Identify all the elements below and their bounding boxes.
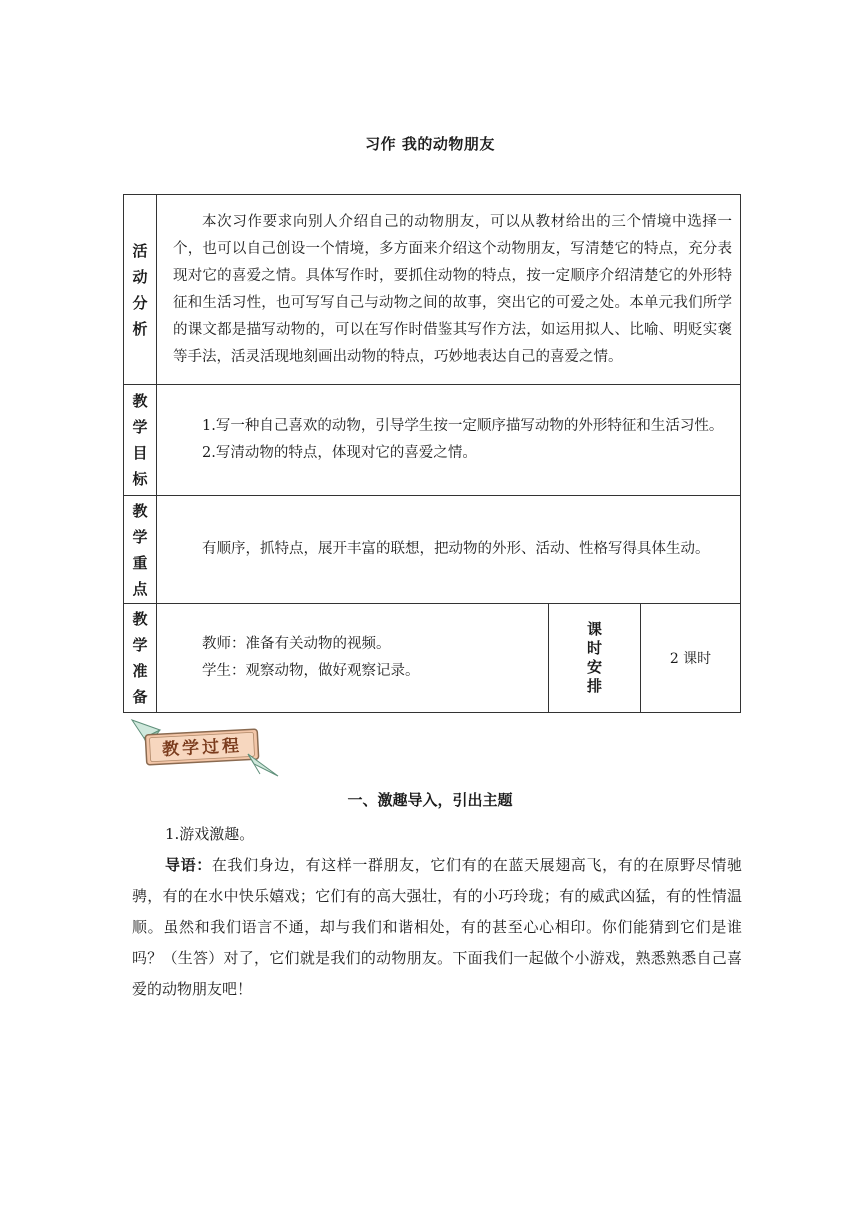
activity-analysis-text: 本次习作要求向别人介绍自己的动物朋友，可以从教材给出的三个情境中选择一个，也可以自己创设一个情境，多方面来介绍这个动物朋友，写清楚它的特点，充分表现对它的喜爱之情。具体写作时，要抓住动物的特点，按一定顺序介绍清楚它的外形特征和生活习性，也可写写自己与动物之间的故事，突出它的可爱之处。本单元我们所学的课文都是描写动物的，可以在写作时借鉴其写作方法，如运用拟人、比喻、明贬实褒等手法，活灵活现地刻画出动物的特点，巧妙地表达自己的喜爱之情。	[173, 213, 733, 365]
teaching-prep-item: 教师：准备有关动物的视频。	[202, 636, 391, 652]
badge-text: 教学过程	[161, 735, 243, 761]
teaching-prep-item: 学生：观察动物，做好观察记录。	[202, 663, 420, 679]
document-title: 习作 我的动物朋友	[365, 135, 495, 153]
activity-analysis-label: 活 动 分 析	[124, 195, 157, 385]
teaching-goal-item: 2.写清动物的特点，体现对它的喜爱之情。	[202, 445, 477, 461]
teaching-focus-text: 有顺序，抓特点，展开丰富的联想，把动物的外形、活动、性格写得具体生动。	[202, 541, 710, 557]
section-heading: 一、激趣导入，引出主题	[347, 791, 513, 809]
teaching-goal-item: 1.写一种自己喜欢的动物，引导学生按一定顺序描写动物的外形特征和生活习性。	[202, 418, 724, 434]
teaching-focus-row	[124, 496, 741, 604]
teaching-focus-content	[157, 496, 741, 604]
schedule-value: 2 课时	[641, 604, 741, 713]
teaching-goals-label: 教 学 目 标	[124, 385, 157, 496]
activity-analysis-row	[124, 195, 741, 385]
teaching-prep-row	[124, 604, 741, 713]
teaching-goals-content	[157, 385, 741, 496]
lead-paragraph	[132, 850, 742, 1005]
section-item: 1.游戏激趣。	[165, 825, 255, 843]
lead-text: 在我们身边，有这样一群朋友，它们有的在蓝天展翅高飞，有的在原野尽情驰骋，有的在水中快乐嬉戏；它们有的高大强壮，有的小巧玲珑；有的威武凶猛，有的性情温顺。虽然和我们语言不通，却与我们和谐相处，有的甚至心心相印。你们能猜到它们是谁吗？（生答）对了，它们就是我们的动物朋友。下面我们一起做个小游戏，熟悉熟悉自己喜爱的动物朋友吧！	[132, 856, 742, 998]
teaching-prep-content	[157, 604, 549, 713]
teaching-prep-label: 教 学 准 备	[124, 604, 157, 713]
teaching-focus-label: 教 学 重 点	[124, 496, 157, 604]
teaching-goals-row	[124, 385, 741, 496]
lead-label: 导语：	[165, 856, 212, 874]
teaching-process-badge	[130, 716, 280, 778]
schedule-label: 课 时 安 排	[549, 604, 641, 713]
paper-plane-icon	[130, 716, 280, 778]
activity-analysis-content	[157, 195, 741, 385]
lesson-plan-table	[123, 194, 741, 713]
